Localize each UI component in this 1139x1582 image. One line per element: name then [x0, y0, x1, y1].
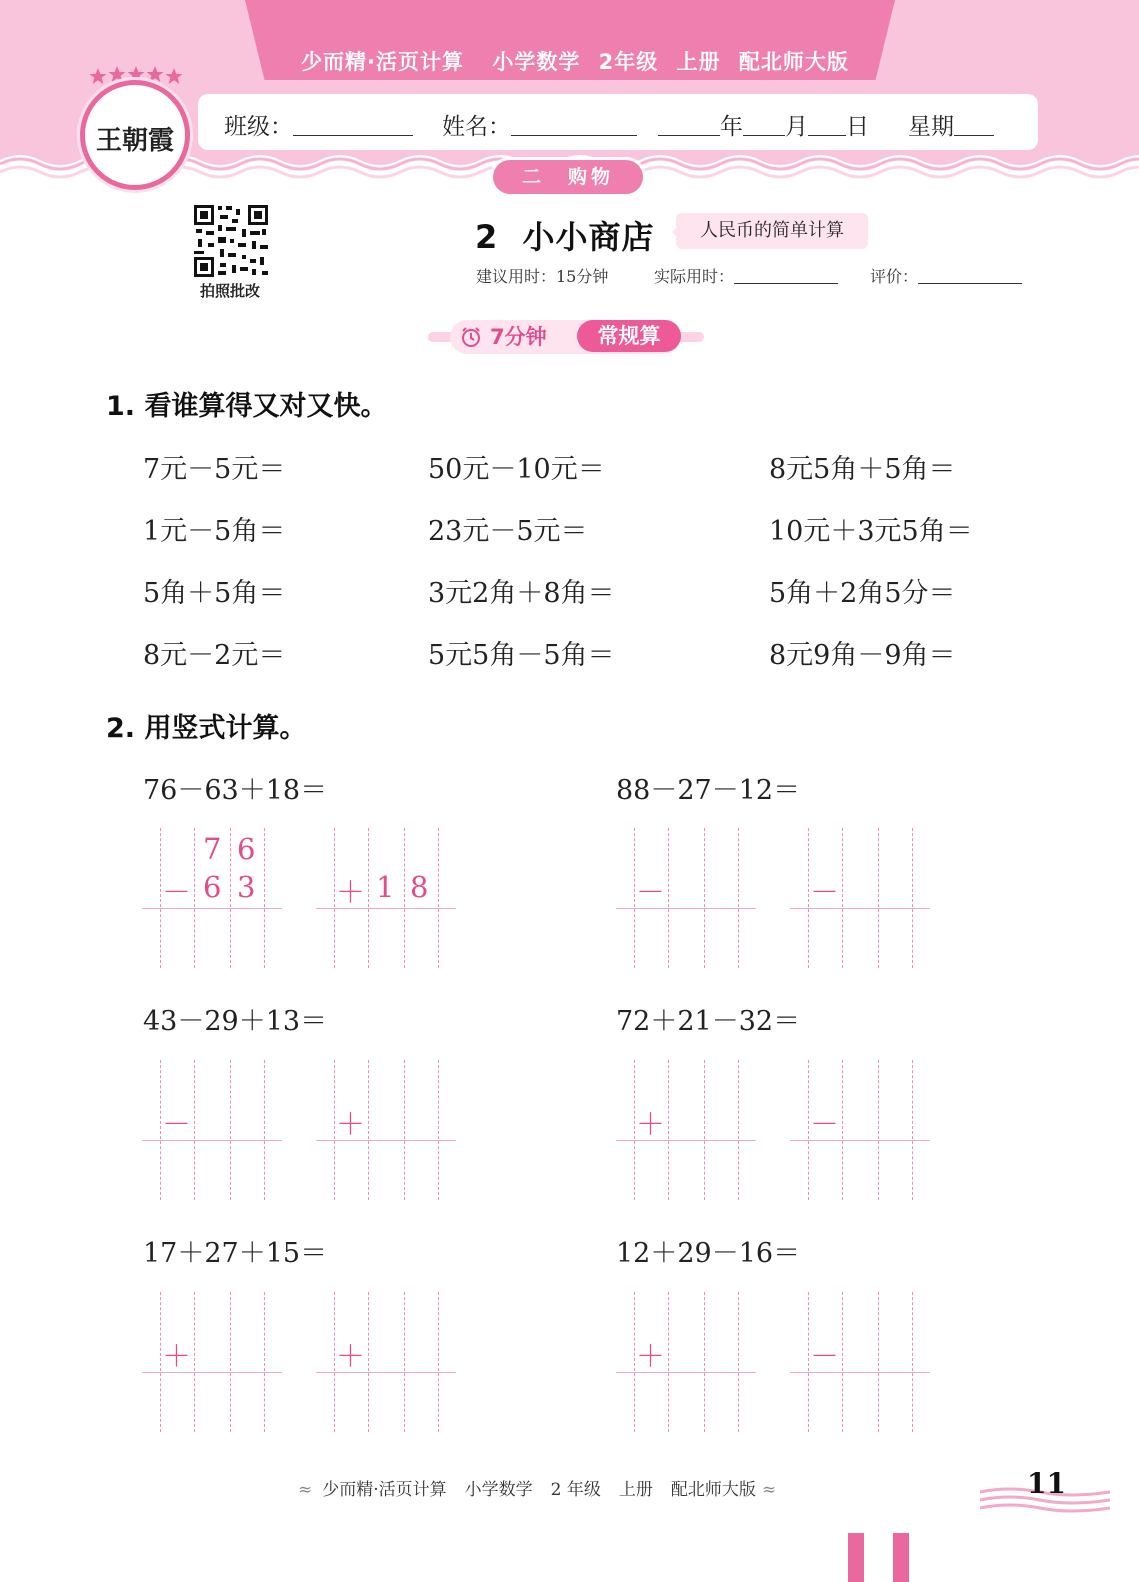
- operator-sign: ＋: [636, 1107, 666, 1141]
- footer-edition: 配北师大版: [670, 1480, 756, 1500]
- operator-sign: ＋: [636, 1339, 666, 1373]
- lesson-title: 2 小小商店: [475, 218, 655, 256]
- lesson-topic: 人民币的简单计算: [676, 213, 868, 249]
- vertical-calc-grid[interactable]: [142, 1292, 282, 1432]
- vertical-calc-grid[interactable]: [316, 1292, 456, 1432]
- operator-sign: －: [810, 875, 840, 909]
- weekday-field[interactable]: [908, 108, 994, 141]
- q1-item[interactable]: 23元－5元＝: [428, 516, 588, 547]
- header-title: [245, 46, 895, 76]
- question1-title: 1. 看谁算得又对又快。: [106, 391, 388, 422]
- example-digit: 7: [203, 832, 222, 866]
- vertical-calc-grid[interactable]: [616, 1060, 756, 1200]
- q2-expression: 72＋21－32＝: [616, 1006, 801, 1037]
- operator-sign: ＋: [336, 1339, 366, 1373]
- q1-item[interactable]: 5角＋2角5分＝: [769, 578, 956, 609]
- weekday-label: 星期: [908, 114, 954, 140]
- q1-item[interactable]: 5角＋5角＝: [143, 578, 286, 609]
- footer-subject: 小学数学: [464, 1480, 533, 1500]
- actual-time-label: 实际用时：: [654, 267, 735, 286]
- month-label: 月: [785, 114, 808, 140]
- operator-sign: ＋: [336, 1107, 366, 1141]
- footer-grade: 2 年级: [550, 1480, 601, 1500]
- edge-marker: [848, 1533, 864, 1582]
- operator-sign: －: [810, 1107, 840, 1141]
- example-digit: 6: [237, 832, 256, 866]
- student-info-box: [198, 94, 1038, 150]
- q1-item[interactable]: 3元2角＋8角＝: [428, 578, 615, 609]
- q1-item[interactable]: 1元－5角＝: [143, 516, 286, 547]
- question2-title: 2. 用竖式计算。: [106, 713, 307, 744]
- operator-sign: ＋: [162, 1339, 192, 1373]
- brand-logo: [80, 80, 190, 190]
- vertical-calc-grid[interactable]: [616, 1292, 756, 1432]
- footer: [298, 1475, 786, 1500]
- date-field[interactable]: [658, 108, 869, 141]
- q2-expression: 12＋29－16＝: [616, 1238, 801, 1269]
- q1-item[interactable]: 8元5角＋5角＝: [769, 454, 956, 485]
- q2-expression: 43－29＋13＝: [143, 1006, 328, 1037]
- example-digit: 3: [237, 870, 256, 904]
- q2-expression: 17＋27＋15＝: [143, 1238, 328, 1269]
- qr-label: 拍照批改: [199, 282, 260, 300]
- q1-item[interactable]: 8元－2元＝: [143, 640, 286, 671]
- vertical-calc-grid[interactable]: [790, 1060, 930, 1200]
- header-subject: 小学数学: [492, 50, 581, 74]
- q1-item[interactable]: 10元＋3元5角＝: [769, 516, 973, 547]
- vertical-calc-grid[interactable]: [790, 1292, 930, 1432]
- alarm-clock-icon: [460, 326, 482, 348]
- example-digit: 6: [203, 870, 222, 904]
- header-series: 少而精·活页计算: [301, 50, 465, 74]
- vertical-calc-grid[interactable]: [316, 1060, 456, 1200]
- wave-icon: ≈: [298, 1480, 313, 1500]
- wave-icon: ≈: [761, 1480, 777, 1500]
- qr-code-icon[interactable]: [192, 203, 270, 279]
- name-field[interactable]: [442, 108, 637, 141]
- section-tag: 二 购物: [493, 160, 643, 194]
- vertical-calc-grid[interactable]: [616, 828, 756, 968]
- practice-type: 常规算: [577, 320, 681, 352]
- operator-sign: －: [810, 1339, 840, 1373]
- day-label: 日: [846, 114, 869, 140]
- q1-item[interactable]: 7元－5元＝: [143, 454, 286, 485]
- q2-expression: 76－63＋18＝: [143, 775, 328, 806]
- operator-sign: －: [162, 875, 192, 909]
- time-text: 7分钟: [490, 325, 547, 349]
- q1-item[interactable]: 5元5角－5角＝: [428, 640, 615, 671]
- header-grade: 2年级: [598, 50, 659, 74]
- footer-series: 少而精·活页计算: [322, 1480, 447, 1500]
- q2-expression: 88－27－12＝: [616, 775, 801, 806]
- edge-marker: [893, 1533, 909, 1582]
- actual-time-field[interactable]: [654, 264, 838, 287]
- operator-sign: ＋: [336, 875, 366, 909]
- q1-item[interactable]: 50元－10元＝: [428, 454, 605, 485]
- header-volume: 上册: [676, 50, 721, 74]
- example-digit: 8: [410, 870, 429, 904]
- example-digit: 1: [376, 870, 395, 904]
- class-label: 班级：: [224, 114, 293, 140]
- page-number: 11: [1027, 1467, 1066, 1500]
- header-edition: 配北师大版: [738, 50, 849, 74]
- suggested-time: 建议用时：15分钟: [476, 267, 609, 286]
- operator-sign: －: [162, 1107, 192, 1141]
- evaluation-field[interactable]: [870, 264, 1022, 287]
- logo-text: 王朝霞: [95, 126, 174, 156]
- footer-volume: 上册: [618, 1480, 653, 1500]
- q1-item[interactable]: 8元9角－9角＝: [769, 640, 956, 671]
- year-label: 年: [720, 114, 743, 140]
- class-field[interactable]: [224, 108, 413, 141]
- evaluation-label: 评价：: [870, 267, 919, 286]
- operator-sign: －: [636, 875, 666, 909]
- vertical-calc-grid[interactable]: [142, 1060, 282, 1200]
- name-label: 姓名：: [442, 114, 511, 140]
- vertical-calc-grid[interactable]: [790, 828, 930, 968]
